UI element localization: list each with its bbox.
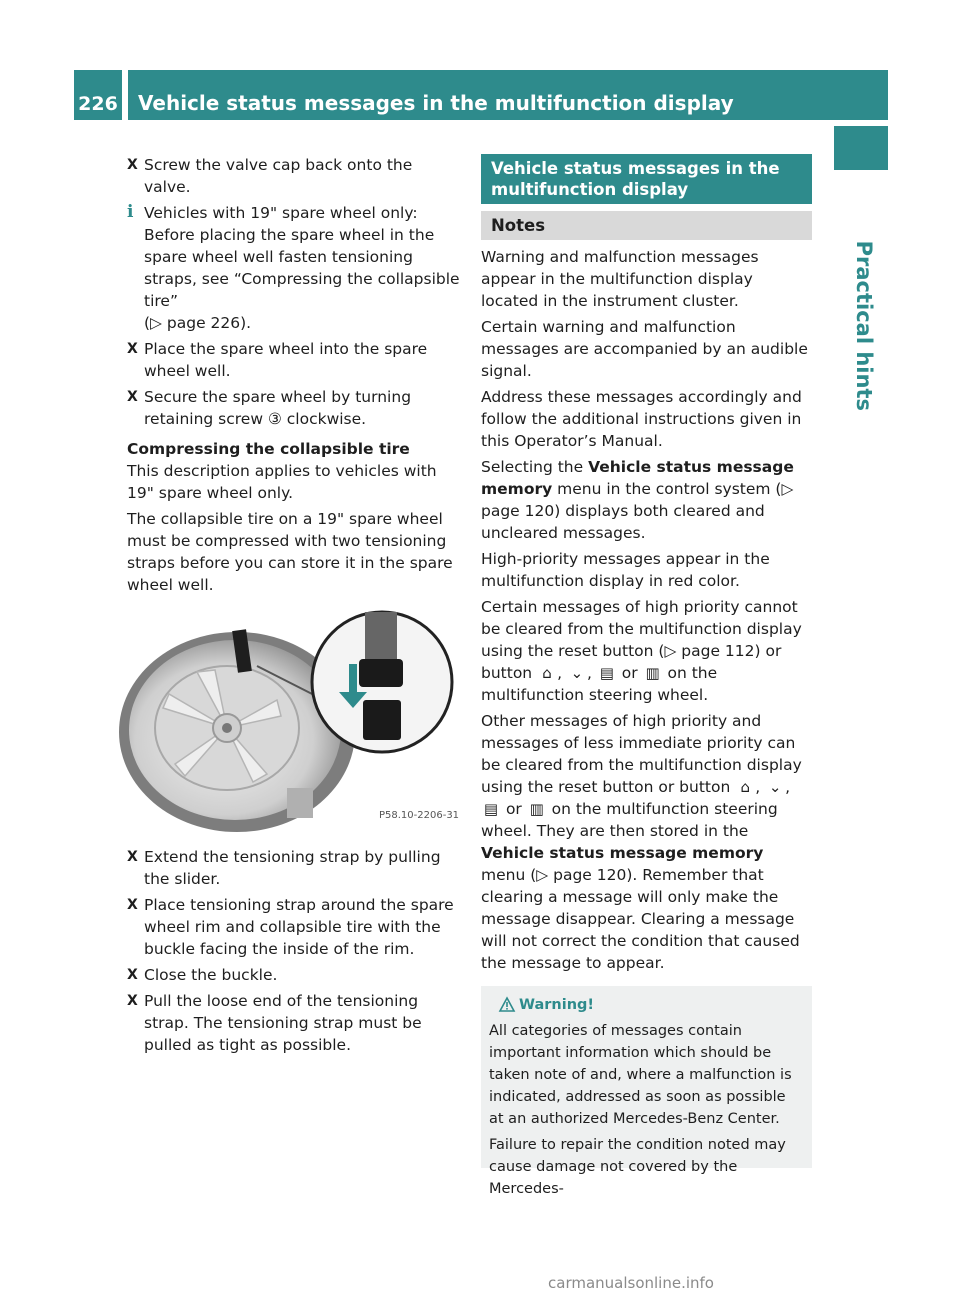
wheel-illustration bbox=[127, 604, 460, 826]
bullet-icon: X bbox=[127, 157, 138, 173]
section-heading: Vehicle status messages in the multifunction display bbox=[481, 154, 812, 204]
bullet-icon: X bbox=[127, 897, 138, 913]
tire-strap-photo bbox=[127, 604, 460, 826]
bullet-icon: X bbox=[127, 849, 138, 865]
info-note: i Vehicles with 19" spare wheel only: Before placing the spare wheel in the spare wheel well fasten tensioning straps, see “Compressing the collapsible tire” (▷ page 226). bbox=[127, 202, 460, 332]
warning-text: All categories of messages contain important information which should be taken note of and, where a malfunction is indicated, addressed as soon as possible at an authorized Mercedes-Benz Center. bbox=[489, 1023, 792, 1127]
notes-heading: Notes bbox=[481, 211, 812, 240]
right-column bbox=[481, 154, 812, 1197]
step-item: X Close the buckle. bbox=[127, 966, 278, 984]
bullet-icon: X bbox=[127, 967, 138, 983]
phone-button-icon: ▤ bbox=[599, 664, 614, 682]
watermark: carmanualsonline.info bbox=[548, 1274, 714, 1292]
step-item: X Place the spare wheel into the spare wheel well. bbox=[127, 340, 428, 380]
up-button-icon: ⌂ bbox=[740, 778, 751, 796]
photo-code: P58.10-2206-31 bbox=[379, 810, 460, 821]
paragraph: Certain warning and malfunction messages are accompanied by an audible signal. bbox=[481, 318, 808, 380]
paragraph: Certain messages of high priority cannot be cleared from the multifunction display using the reset button (▷ page 112) or button ⌂ , ⌄ , ▤ or ▥ on the multifunction steering wheel. bbox=[481, 598, 802, 704]
step-item: X Pull the loose end of the tensioning strap. The tensioning strap must be pulled as tight as possible. bbox=[127, 992, 422, 1054]
left-column bbox=[127, 154, 460, 1060]
up-button-icon: ⌂ bbox=[542, 664, 552, 682]
paragraph: Warning and malfunction messages appear in the multifunction display located in the instrument cluster. bbox=[481, 248, 759, 310]
paragraph: Other messages of high priority and messages of less immediate priority can be cleared from the multifunction display using the reset button or button ⌂ , ⌄ , ▤ or ▥ on the multifunction steering wheel. They are then stored in the Vehicle status message memory menu (▷ page 120). Remember that clearing a message will only make the message disappear. Clearing a message will not correct the condition that caused the message to appear. bbox=[481, 712, 802, 972]
paragraph: The collapsible tire on a 19" spare wheel must be compressed with two tensioning straps before you can store it in the spare wheel well. bbox=[127, 510, 453, 594]
step-item: X Secure the spare wheel by turning retaining screw ③ clockwise. bbox=[127, 388, 412, 428]
down-button-icon: ⌄ bbox=[768, 778, 782, 796]
paragraph: Selecting the Vehicle status message memory menu in the control system (▷ page 120) displays both cleared and uncleared messages. bbox=[481, 458, 794, 542]
side-tab-block bbox=[834, 126, 888, 170]
down-button-icon: ⌄ bbox=[570, 664, 584, 682]
step-item: X Place tensioning strap around the spare wheel rim and collapsible tire with the buckle facing the inside of the rim. bbox=[127, 896, 454, 958]
paragraph: Address these messages accordingly and follow the additional instructions given in this Operator’s Manual. bbox=[481, 388, 802, 450]
sub-heading: Compressing the collapsible tire bbox=[127, 440, 410, 458]
info-icon: i bbox=[127, 202, 134, 222]
bullet-icon: X bbox=[127, 993, 138, 1009]
menu-button-icon: ▥ bbox=[645, 664, 660, 682]
step-item: X Extend the tensioning strap by pulling the slider. bbox=[127, 848, 441, 888]
warning-triangle-icon bbox=[499, 997, 515, 1019]
page-number: 226 bbox=[74, 70, 122, 120]
page-header-title: Vehicle status messages in the multifunction display bbox=[128, 70, 888, 120]
warning-box bbox=[481, 986, 812, 1197]
warning-heading: Warning! bbox=[489, 994, 802, 1016]
side-tab-label: Practical hints bbox=[852, 240, 876, 411]
paragraph: This description applies to vehicles with 19" spare wheel only. bbox=[127, 462, 437, 502]
warning-text: Failure to repair the condition noted may cause damage not covered by the Mercedes- bbox=[489, 1137, 786, 1197]
bullet-icon: X bbox=[127, 341, 138, 357]
step-item: X Screw the valve cap back onto the valve. bbox=[127, 156, 413, 196]
paragraph: High-priority messages appear in the multifunction display in red color. bbox=[481, 550, 770, 590]
bullet-icon: X bbox=[127, 389, 138, 405]
menu-button-icon: ▥ bbox=[529, 800, 544, 818]
phone-button-icon: ▤ bbox=[483, 800, 499, 818]
